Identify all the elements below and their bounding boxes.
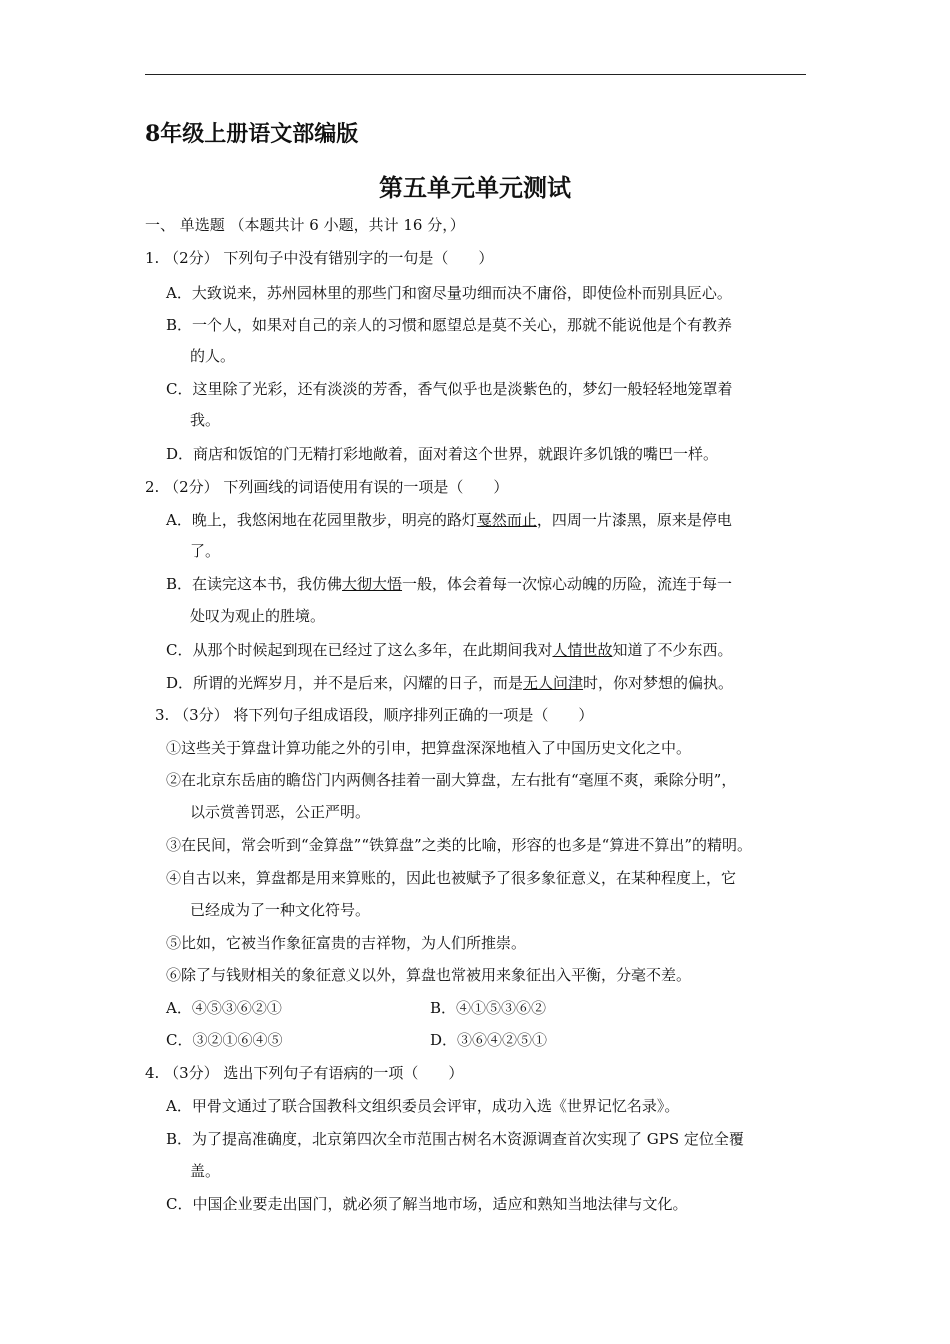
q3-sentence-1: ①这些关于算盘计算功能之外的引申，把算盘深深地植入了中国历史文化之中。 (166, 739, 692, 757)
q2-option-b-cont: 处叹为观止的胜境。 (190, 607, 326, 625)
q3-sentence-2: ②在北京东岳庙的瞻岱门内两侧各挂着一副大算盘，左右批有“毫厘不爽，乘除分明”， (166, 771, 737, 789)
q2-option-d-rest: 时，你对梦想的偏执。 (583, 674, 734, 692)
q2-option-b-underlined: 大彻大悟 (342, 575, 403, 593)
q2-option-a-underlined: 戛然而止 (476, 511, 537, 529)
q3-sentence-4: ④自古以来，算盘都是用来算账的，因此也被赋予了很多象征意义，在某种程度上，它 (166, 869, 737, 887)
q2-option-a-text: A．晚上，我悠闲地在花园里散步，明亮的路灯 (166, 511, 477, 529)
q1-option-b-cont: 的人。 (190, 347, 236, 365)
q3-option-b: B．④①⑤③⑥② (430, 999, 547, 1017)
q3-option-d: D．③⑥④②⑤① (430, 1031, 548, 1049)
q4-option-c: C．中国企业要走出国门，就必须了解当地市场，适应和熟知当地法律与文化。 (166, 1195, 688, 1213)
q2-option-a (166, 510, 732, 530)
q4-option-a: A．甲骨文通过了联合国教科文组织委员会评审，成功入选《世界记忆名录》。 (166, 1097, 680, 1115)
q2-option-a-rest: ，四周一片漆黑，原来是停电 (536, 511, 732, 529)
q1-option-d: D．商店和饭馆的门无精打彩地敞着，面对着这个世界，就跟许多饥饿的嘴巴一样。 (166, 445, 719, 463)
q2-option-d (166, 673, 733, 693)
header-rule (145, 74, 806, 75)
q1-option-a: A．大致说来，苏州园林里的那些门和窗尽量功细而决不庸俗，即使俭朴而别具匠心。 (166, 284, 732, 302)
q1-option-c: C．这里除了光彩，还有淡淡的芳香，香气似乎也是淡紫色的，梦幻一般轻轻地笼罩着 (166, 380, 733, 398)
q2-option-d-text: D．所谓的光辉岁月，并不是后来，闪耀的日子，而是 (166, 674, 524, 692)
q2-option-d-underlined: 无人问津 (523, 674, 584, 692)
question-4-stem: 4. （3分） 选出下列句子有语病的一项（ ） (145, 1064, 464, 1082)
q4-option-b: B．为了提高准确度，北京第四次全市范围古树名木资源调查首次实现了 GPS 定位全覆 (166, 1130, 744, 1148)
q2-option-c-underlined: 人情世故 (552, 641, 613, 659)
grade-heading: 8年级上册语文部编版 (145, 121, 359, 147)
q2-option-c-rest: 知道了不少东西。 (612, 641, 733, 659)
q3-sentence-4-cont: 已经成为了一种文化符号。 (190, 901, 371, 919)
q4-option-b-cont: 盖。 (190, 1162, 221, 1180)
q2-option-a-cont: 了。 (190, 542, 221, 560)
q3-sentence-3: ③在民间，常会听到“金算盘”“铁算盘”之类的比喻，形容的也多是“算进不算出”的精明。 (166, 836, 753, 854)
q3-sentence-2-cont: 以示赏善罚恶，公正严明。 (190, 803, 371, 821)
question-1-stem: 1. （2分） 下列句子中没有错别字的一句是（ ） (145, 249, 494, 267)
q1-option-b: B．一个人，如果对自己的亲人的习惯和愿望总是莫不关心，那就不能说他是个有教养 (166, 316, 733, 334)
section-label: 一、 单选题 （本题共计 6 小题，共计 16 分，） (145, 216, 465, 234)
q2-option-b-rest: 一般，体会着每一次惊心动魄的历险，流连于每一 (402, 575, 733, 593)
q2-option-c (166, 640, 733, 660)
q3-option-c: C．③②①⑥④⑤ (166, 1031, 283, 1049)
q1-option-c-cont: 我。 (190, 411, 221, 429)
q3-sentence-6: ⑥除了与钱财相关的象征意义以外，算盘也常被用来象征出入平衡，分毫不差。 (166, 966, 692, 984)
q2-option-c-text: C．从那个时候起到现在已经过了这么多年，在此期间我对 (166, 641, 553, 659)
question-2-stem: 2. （2分） 下列画线的词语使用有误的一项是（ ） (145, 478, 509, 496)
q2-option-b (166, 574, 732, 594)
question-3-stem: 3. （3分） 将下列句子组成语段，顺序排列正确的一项是（ ） (155, 706, 594, 724)
q3-option-a: A．④⑤③⑥②① (166, 999, 282, 1017)
page-title: 第五单元单元测试 (379, 173, 571, 202)
q2-option-b-text: B．在读完这本书，我仿佛 (166, 575, 343, 593)
q3-sentence-5: ⑤比如，它被当作象征富贵的吉祥物，为人们所推崇。 (166, 934, 527, 952)
